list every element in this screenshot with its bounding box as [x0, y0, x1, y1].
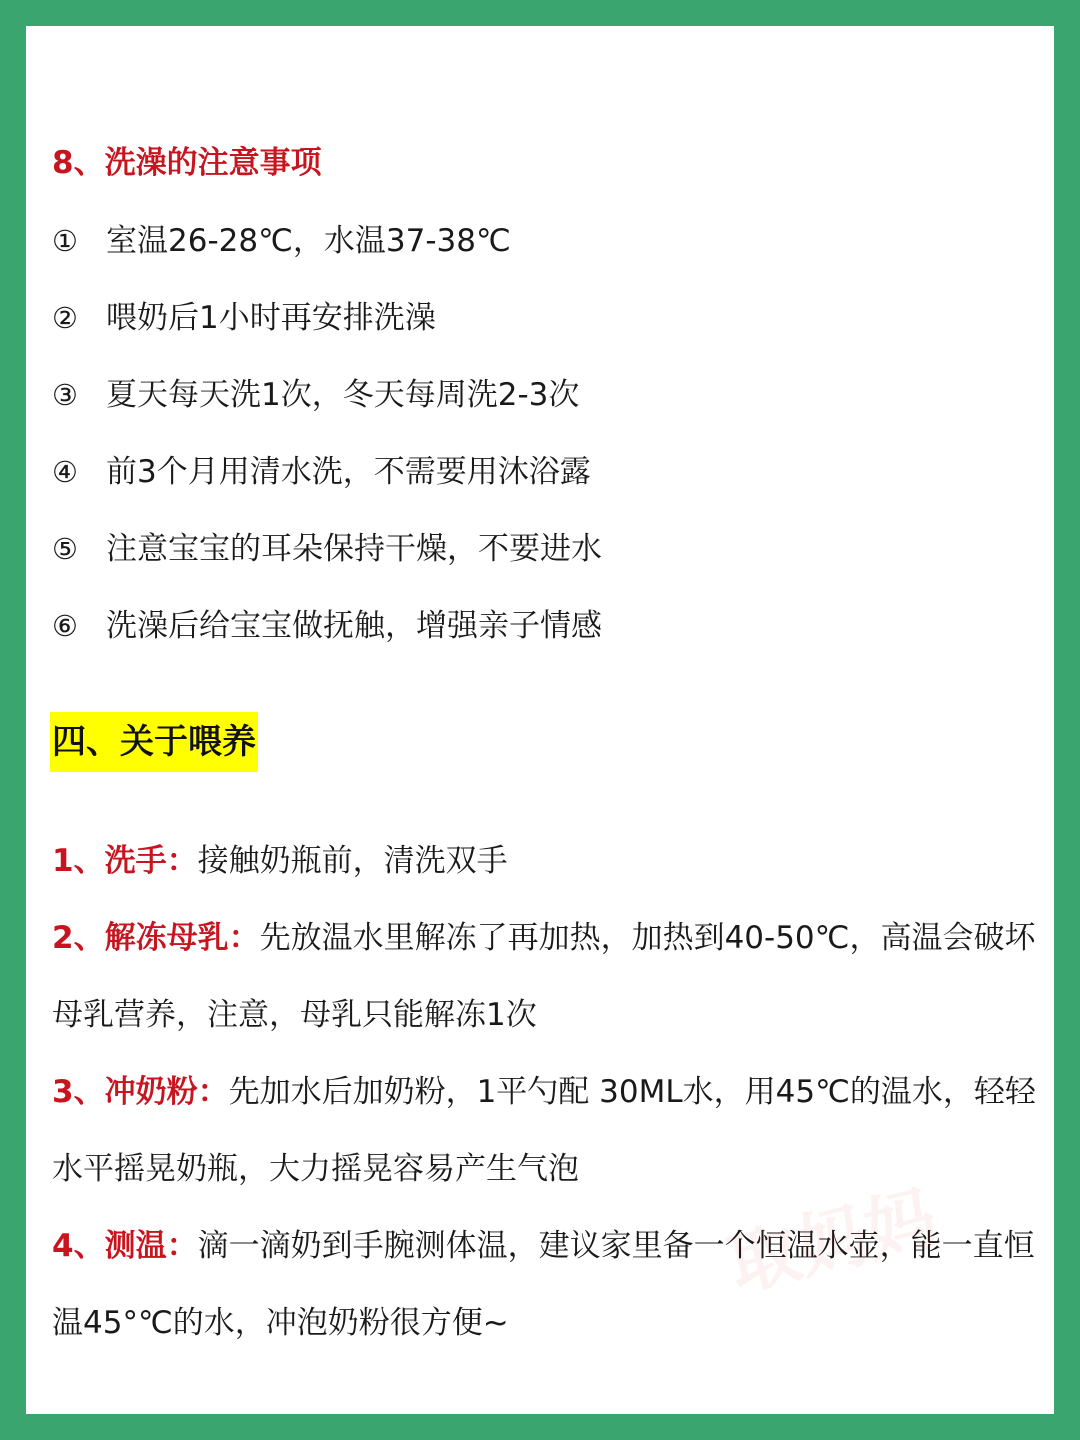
feeding-tips-list — [52, 823, 1037, 1362]
list-item — [52, 293, 602, 370]
item-text: 洗澡后给宝宝做抚触，增强亲子情感 — [106, 608, 602, 644]
watermark: 取妈妈 — [720, 1176, 945, 1308]
tip-label: 2、解冻母乳： — [52, 920, 260, 956]
bath-section-title: 8、洗澡的注意事项 — [52, 145, 322, 181]
tip-text: 滴一滴奶到手腕测体温，建议家里备一个恒温水壶，能一直恒温45°℃的水，冲泡奶粉很方便~ — [52, 1228, 1035, 1341]
item-number: ④ — [52, 455, 78, 489]
tip-text: 先加水后加奶粉，1平勺配 30ML水，用45℃的温水，轻轻水平摇晃奶瓶，大力摇晃容易产生气泡 — [52, 1074, 1036, 1187]
item-text: 喂奶后1小时再安排洗澡 — [106, 300, 436, 336]
tip-text: 先放温水里解冻了再加热，加热到40-50℃，高温会破坏母乳营养，注意，母乳只能解冻1次 — [52, 920, 1036, 1033]
item-number: ③ — [52, 378, 78, 412]
list-item — [52, 370, 602, 447]
item-text: 夏天每天洗1次，冬天每周洗2-3次 — [106, 377, 580, 413]
list-item — [52, 216, 602, 293]
item-text: 注意宝宝的耳朵保持干燥，不要进水 — [106, 531, 602, 567]
item-number: ⑥ — [52, 609, 78, 643]
list-item — [52, 447, 602, 524]
tip-label: 3、冲奶粉： — [52, 1074, 229, 1110]
list-item — [52, 601, 602, 678]
bath-notes-list — [52, 216, 602, 678]
list-item — [52, 823, 1037, 900]
item-number: ② — [52, 301, 78, 335]
tip-label: 1、洗手： — [52, 843, 198, 879]
tip-text: 接触奶瓶前，清洗双手 — [197, 843, 508, 879]
tip-label: 4、测温： — [52, 1228, 198, 1264]
item-number: ① — [52, 224, 78, 258]
list-item — [52, 524, 602, 601]
item-text: 室温26-28℃，水温37-38℃ — [106, 223, 511, 259]
list-item — [52, 900, 1037, 1054]
feeding-section-title: 四、关于喂养 — [50, 712, 258, 772]
content-card — [26, 26, 1054, 1414]
item-number: ⑤ — [52, 532, 78, 566]
item-text: 前3个月用清水洗，不需要用沐浴露 — [106, 454, 591, 490]
